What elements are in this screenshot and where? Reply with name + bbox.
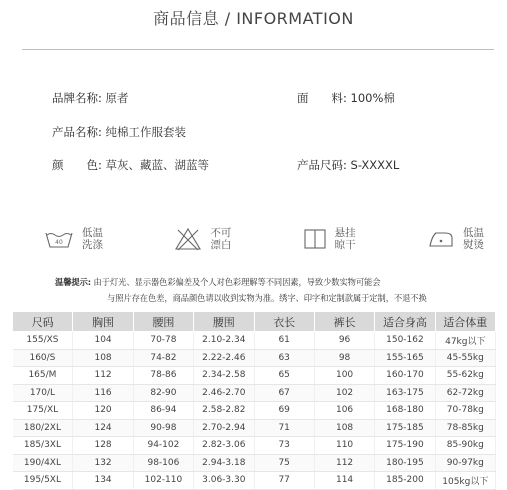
table-cell: 62-72kg [435,384,495,402]
table-cell: 47kg以下 [435,332,495,350]
iron-line2: 熨烫 [462,239,484,251]
table-cell: 96 [314,332,374,350]
table-cell: 134 [73,472,133,490]
no-bleach-icon [174,227,202,251]
size-table [12,311,496,490]
table-cell: 102 [314,384,374,402]
table-cell: 175-190 [375,437,435,455]
table-cell: 195/5XL [13,472,73,490]
table-cell: 2.46-2.70 [194,384,254,402]
dry-line1: 悬挂 [334,227,356,239]
care-instructions [44,222,484,256]
table-cell: 108 [314,419,374,437]
table-cell: 124 [73,419,133,437]
svg-text:40: 40 [55,239,63,246]
table-cell: 120 [73,402,133,420]
table-cell: 175/XL [13,402,73,420]
table-cell: 75 [254,454,314,472]
table-cell: 3.06-3.30 [194,472,254,490]
table-cell: 55-62kg [435,367,495,385]
table-cell: 78-86 [133,367,193,385]
table-cell: 132 [73,454,133,472]
care-item-iron [427,227,484,251]
table-cell: 69 [254,402,314,420]
header-height: 适合身高 [375,312,435,332]
table-row [13,437,496,455]
tip-line-2: 与照片存在色差，商品颜色请以收到实物为准。绣字、印字和定制款属于定制，不退不换 [107,293,427,303]
size-info [297,157,399,173]
table-row [13,472,496,490]
table-cell: 185/3XL [13,437,73,455]
table-cell: 2.58-2.82 [194,402,254,420]
table-cell: 61 [254,332,314,350]
table-row [13,454,496,472]
product-label: 产品名称: [52,125,106,139]
table-cell: 100 [314,367,374,385]
wash-tub-40-icon [44,228,74,250]
table-cell: 77 [254,472,314,490]
product-value: 纯棉工作服套装 [105,125,187,139]
header-top-length: 衣长 [254,312,314,332]
iron-low-icon [427,228,455,250]
bleach-line2: 漂白 [210,239,232,251]
table-cell: 108 [73,349,133,367]
table-cell: 190/4XL [13,454,73,472]
table-cell: 85-90kg [435,437,495,455]
table-cell: 112 [314,454,374,472]
iron-line1: 低温 [462,227,484,239]
table-cell: 105kg以下 [435,472,495,490]
size-table-header [13,312,496,332]
table-cell: 102-110 [133,472,193,490]
table-cell: 112 [73,367,133,385]
header-waist: 腰围 [133,312,193,332]
table-cell: 128 [73,437,133,455]
header-weight: 适合体重 [435,312,495,332]
wash-line1: 低温 [82,227,103,239]
table-cell: 106 [314,402,374,420]
table-cell: 160/S [13,349,73,367]
table-cell: 86-94 [133,402,193,420]
table-cell: 163-175 [375,384,435,402]
table-cell: 71 [254,419,314,437]
tip-label: 温馨提示: [55,277,92,287]
table-cell: 180-195 [375,454,435,472]
dry-line2: 晾干 [334,239,356,251]
table-row [13,367,496,385]
care-item-wash [44,227,103,251]
color-value: 草灰、藏蓝、湖蓝等 [105,158,210,172]
color-label: 颜 色: [52,158,106,172]
table-cell: 185-200 [375,472,435,490]
table-cell: 155/XS [13,332,73,350]
header-waist-2: 腰围 [194,312,254,332]
header-size: 尺码 [13,312,73,332]
table-cell: 155-165 [375,349,435,367]
table-cell: 94-102 [133,437,193,455]
tip-text-1: 由于灯光、显示器色彩偏差及个人对色彩理解等不同因素，导致少数实物可能会 [91,277,381,287]
fabric-value: 100%棉 [350,91,395,105]
size-label: 产品尺码: [297,158,351,172]
table-row [13,402,496,420]
fabric-info [297,90,395,106]
table-cell: 63 [254,349,314,367]
table-cell: 160-170 [375,367,435,385]
table-cell: 116 [73,384,133,402]
table-cell: 78-85kg [435,419,495,437]
table-cell: 70-78 [133,332,193,350]
title-divider [22,49,494,50]
table-cell: 168-180 [375,402,435,420]
table-cell: 90-98 [133,419,193,437]
table-cell: 2.22-2.46 [194,349,254,367]
product-info [52,124,186,140]
color-info [52,157,209,173]
page-title: 商品信息 / INFORMATION [153,9,354,28]
table-cell: 98 [314,349,374,367]
table-cell: 70-78kg [435,402,495,420]
table-cell: 175-185 [375,419,435,437]
hang-dry-icon [303,227,327,251]
bleach-line1: 不可 [210,227,232,239]
table-cell: 2.82-3.06 [194,437,254,455]
table-cell: 82-90 [133,384,193,402]
table-cell: 104 [73,332,133,350]
table-cell: 73 [254,437,314,455]
size-table-body [13,332,496,490]
table-cell: 65 [254,367,314,385]
table-row [13,419,496,437]
brand-value: 原者 [105,91,129,105]
table-cell: 110 [314,437,374,455]
brand-info [52,90,129,106]
care-item-dry [303,227,356,251]
table-cell: 2.94-3.18 [194,454,254,472]
table-cell: 2.70-2.94 [194,419,254,437]
header-pants-length: 裤长 [314,312,374,332]
table-row [13,384,496,402]
care-item-bleach [174,227,231,251]
table-cell: 170/L [13,384,73,402]
fabric-label: 面 料: [297,91,351,105]
size-value: S-XXXXL [350,158,400,172]
table-row [13,349,496,367]
table-cell: 150-162 [375,332,435,350]
wash-line2: 洗涤 [82,239,103,251]
table-row [13,332,496,350]
table-cell: 114 [314,472,374,490]
table-cell: 67 [254,384,314,402]
table-cell: 74-82 [133,349,193,367]
brand-label: 品牌名称: [52,91,106,105]
table-cell: 2.10-2.34 [194,332,254,350]
table-cell: 2.34-2.58 [194,367,254,385]
tip-line-1 [55,276,380,288]
table-cell: 45-55kg [435,349,495,367]
table-cell: 165/M [13,367,73,385]
table-cell: 180/2XL [13,419,73,437]
header-chest: 胸围 [73,312,133,332]
table-cell: 98-106 [133,454,193,472]
table-cell: 90-97kg [435,454,495,472]
